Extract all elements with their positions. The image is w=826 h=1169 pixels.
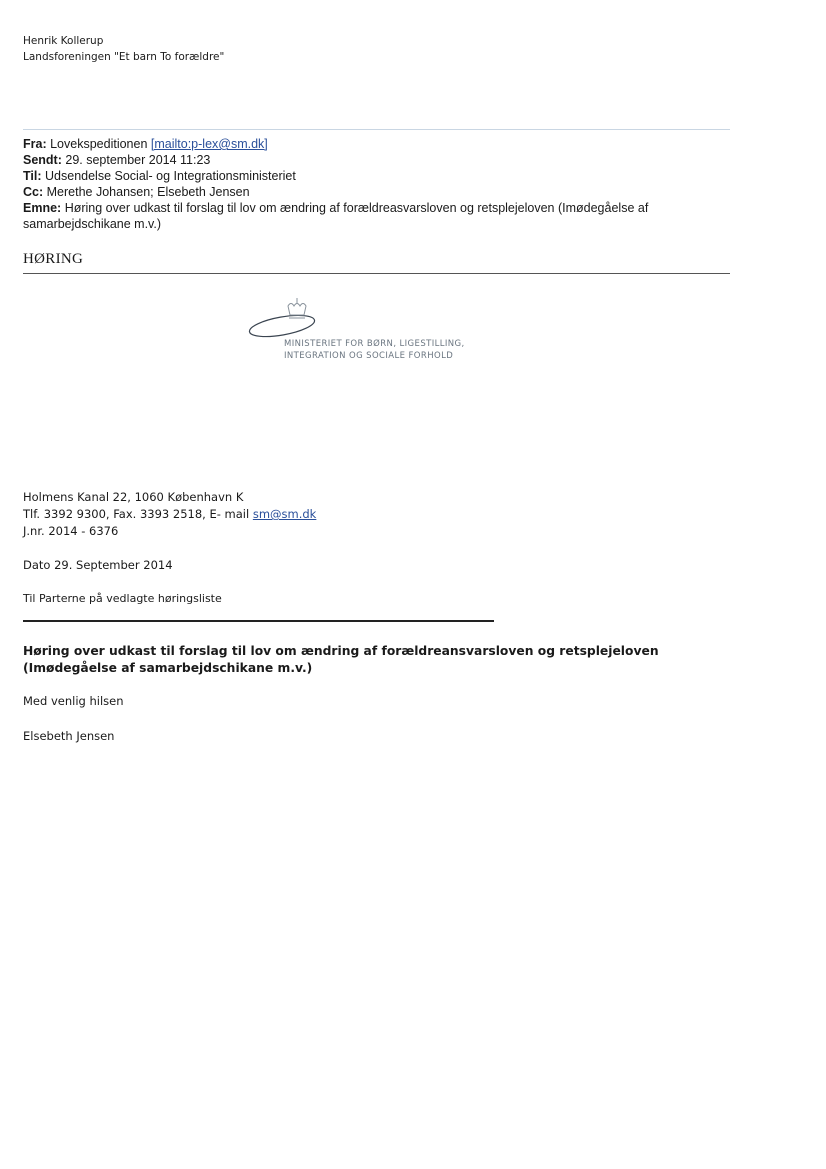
from-value: Lovekspeditionen <box>50 137 148 151</box>
email-link[interactable]: sm@sm.dk <box>252 507 317 521</box>
address-block <box>23 489 316 540</box>
subject-value: Høring over udkast til forslag til lov om ændring af forældreasvarsloven og retsplejeloven (Imødegåelse af samarbejdschikane m.v.) <box>23 201 649 231</box>
header-divider <box>23 129 730 130</box>
street-address: Holmens Kanal 22, 1060 København K <box>23 490 244 504</box>
email-header <box>23 136 723 232</box>
ministry-line-1: MINISTERIET FOR BØRN, LIGESTILLING, <box>284 339 465 349</box>
cc-label: Cc: <box>23 185 44 199</box>
sender-organization: Landsforeningen "Et barn To forældre" <box>23 51 225 63</box>
sent-row <box>23 152 723 168</box>
body-divider <box>23 620 494 622</box>
sender-block <box>23 33 224 65</box>
ministry-name <box>284 338 465 362</box>
subject-label: Emne: <box>23 201 62 215</box>
crown-icon <box>248 298 328 343</box>
letter-date: Dato 29. September 2014 <box>23 558 173 572</box>
phone-fax: Tlf. 3392 9300, Fax. 3393 2518, E- mail <box>23 507 253 521</box>
to-label: Til: <box>23 169 42 183</box>
from-label: Fra: <box>23 137 47 151</box>
ministry-logo <box>248 298 508 368</box>
to-value: Udsendelse Social- og Integrationsministeriet <box>45 169 296 183</box>
to-row <box>23 168 723 184</box>
sent-value: 29. september 2014 11:23 <box>65 153 211 167</box>
page-title: HØRING <box>23 251 84 267</box>
letter-subject: Høring over udkast til forslag til lov om ændring af forældreansvarsloven og retsplejeloven (Imødegåelse af samarbejdschikane m.v.) <box>23 644 659 675</box>
from-row <box>23 136 723 152</box>
closing-greeting: Med venlig hilsen <box>23 694 124 708</box>
cc-row <box>23 184 723 200</box>
subject-row <box>23 200 723 232</box>
sender-name: Henrik Kollerup <box>23 35 104 47</box>
cc-value: Merethe Johansen; Elsebeth Jensen <box>46 185 250 199</box>
title-divider <box>23 273 730 274</box>
ministry-line-2: INTEGRATION OG SOCIALE FORHOLD <box>284 351 454 361</box>
recipients-line: Til Parterne på vedlagte høringsliste <box>23 592 222 605</box>
contact-line <box>23 506 316 523</box>
sent-label: Sendt: <box>23 153 62 167</box>
from-mailto-link[interactable]: [mailto:p-lex@sm.dk] <box>150 137 268 151</box>
journal-number: J.nr. 2014 - 6376 <box>23 524 119 538</box>
signature-name: Elsebeth Jensen <box>23 729 115 743</box>
